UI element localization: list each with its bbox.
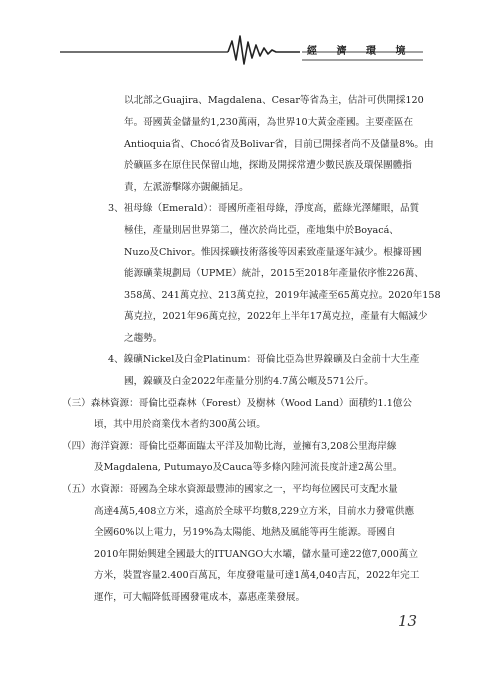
text-line: 高達4萬5,408立方米，遠高於全球平均數8,229立方米，目前水力發電供應: [94, 506, 415, 517]
text-line: Antioquia省、Chocó省及Bolivar省，目前已開採者尚不及儲量8%。由: [124, 139, 434, 150]
text-line: 之趨勢。: [124, 333, 163, 344]
text-line: 於礦區多在原住民保留山地，探勘及開採常遭少數民族及環保團體指: [124, 160, 412, 171]
text-line: 責，左派游擊隊亦覬覦插足。: [124, 182, 249, 193]
text-line: 年。哥國黃金儲量約1,230萬兩，為世界10大黃金產國。主要產區在: [124, 117, 414, 128]
text-line: 358萬、241萬克拉、213萬克拉，2019年減產至65萬克拉。2020年158: [124, 290, 441, 301]
page-number: 13: [398, 612, 418, 630]
text-line: 2010年開始興建全國最大的ITUANGO大水壩，儲水量可達22億7,000萬立: [94, 549, 418, 560]
text-line: 萬克拉，2021年96萬克拉，2022年上半年17萬克拉，產量有大幅減少: [124, 311, 428, 322]
text-line: （四）海洋資源：哥倫比亞鄰面臨太平洋及加勒比海，並擁有3,208公里海岸線: [62, 441, 397, 452]
text-line: 極佳，產量則居世界第二，僅次於尚比亞，產地集中於Boyacá、: [124, 225, 399, 236]
text-line: 方米，裝置容量2.400百萬瓦，年度發電量可達1萬4,040吉瓦，2022年完工: [94, 570, 420, 581]
text-line: 3、祖母綠（Emerald）：哥國所產祖母綠，淨度高，藍綠光澤耀眼，品質: [108, 203, 420, 214]
text-line: 國，鎳礦及白金2022年產量分別約4.7萬公噸及571公斤。: [124, 376, 374, 387]
text-line: 全國60%以上電力，另19%為太陽能、地熱及風能等再生能源。哥國自: [94, 527, 396, 538]
text-line: （三）森林資源：哥倫比亞森林（Forest）及樹林（Wood Land）面積約1.1億公: [62, 398, 413, 409]
text-line: 能源礦業規劃局（UPME）統計，2015至2018年產量依序惟226萬、: [124, 268, 424, 279]
text-line: 及Magdalena, Putumayo及Cauca等多條內陸河流長度計達2萬公里。: [94, 462, 403, 473]
header-title: 經 濟 環 境: [307, 46, 414, 57]
text-line: 運作，可大幅降低哥國發電成本，嘉惠產業發展。: [94, 592, 306, 603]
text-line: 頃，其中用於商業伐木者約300萬公頃。: [94, 419, 266, 430]
text-line: Nuzo及Chivor。惟因採礦技術落後等因素致產量逐年減少。根據哥國: [124, 247, 422, 258]
text-line: 4、鎳礦Nickel及白金Platinum：哥倫比亞為世界鎳礦及白金前十大生產: [108, 354, 420, 365]
text-line: 以北部之Guajira、Magdalena、Cesar等省為主，估計可供開採120: [124, 95, 424, 106]
text-line: （五）水資源：哥國為全球水資源最豐沛的國家之一，平均每位國民可支配水量: [62, 484, 398, 495]
